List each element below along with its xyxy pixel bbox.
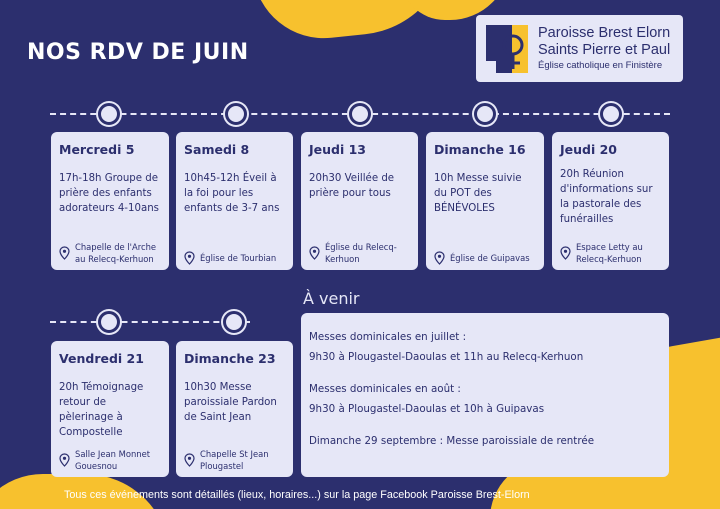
event-card	[176, 132, 293, 270]
timeline-dot	[98, 311, 120, 333]
event-card	[51, 341, 169, 477]
location-pin-icon	[560, 246, 571, 260]
parish-logo-icon	[482, 21, 532, 77]
event-location-text: Espace Letty au Relecq-Kerhuon	[576, 242, 643, 264]
location-pin-icon	[184, 453, 195, 467]
timeline-dot	[600, 103, 622, 125]
event-day: Dimanche 23	[184, 351, 276, 366]
event-card	[51, 132, 169, 270]
event-location	[184, 251, 287, 265]
event-day: Mercredi 5	[59, 142, 135, 157]
event-description: 10h Messe suivie du POT des BÉNÉVOLES	[434, 173, 522, 214]
august-detail: 9h30 à Plougastel-Daoulas et 10h à Guipavas	[309, 403, 545, 415]
upcoming-title: À venir	[303, 289, 360, 308]
event-location	[309, 241, 412, 265]
event-location	[59, 241, 163, 265]
event-description: 10h30 Messe paroissiale Pardon de Saint Jean	[184, 382, 277, 423]
event-location	[184, 448, 287, 472]
event-location-text: Chapelle St Jean Plougastel	[200, 449, 269, 471]
event-card	[176, 341, 293, 477]
event-description: 17h-18h Groupe de prière des enfants adorateurs 4-10ans	[59, 173, 159, 214]
timeline-dot	[225, 103, 247, 125]
event-description: 20h30 Veillée de prière pour tous	[309, 173, 395, 199]
location-pin-icon	[184, 251, 195, 265]
location-pin-icon	[59, 246, 70, 260]
timeline-dot	[474, 103, 496, 125]
event-day: Vendredi 21	[59, 351, 144, 366]
event-location-text: Église de Guipavas	[450, 253, 530, 263]
event-card	[552, 132, 669, 270]
footer-text: Tous ces événements sont détaillés (lieux, horaires...) sur la page Facebook Paroisse Brest-Elorn	[64, 489, 530, 501]
event-location	[59, 448, 163, 472]
event-card	[426, 132, 544, 270]
event-location	[434, 251, 538, 265]
logo-line-2: Saints Pierre et Paul	[538, 42, 671, 59]
upcoming-box	[301, 313, 669, 477]
event-location-text: Salle Jean Monnet Gouesnou	[75, 449, 151, 471]
parish-logo	[476, 15, 683, 82]
logo-line-1: Paroisse Brest Elorn	[538, 25, 671, 42]
event-card	[301, 132, 418, 270]
event-location	[560, 241, 663, 265]
timeline-dot	[223, 311, 245, 333]
event-description: 20h Réunion d'informations sur la pastorale des funérailles	[560, 169, 653, 225]
timeline-row-2	[50, 321, 250, 323]
timeline-dot	[98, 103, 120, 125]
page-title: NOS RDV DE JUIN	[27, 40, 249, 65]
location-pin-icon	[434, 251, 445, 265]
event-day: Samedi 8	[184, 142, 250, 157]
timeline-dot	[349, 103, 371, 125]
july-detail: 9h30 à Plougastel-Daoulas et 11h au Relecq-Kerhuon	[309, 351, 584, 363]
event-description: 10h45-12h Éveil à la foi pour les enfants de 3-7 ans	[184, 173, 280, 214]
july-label: Messes dominicales en juillet :	[309, 331, 467, 343]
september-note: Dimanche 29 septembre : Messe paroissiale de rentrée	[309, 435, 595, 447]
august-label: Messes dominicales en août :	[309, 383, 461, 395]
event-day: Jeudi 13	[309, 142, 367, 157]
event-location-text: Église de Tourbian	[200, 253, 277, 263]
event-location-text: Chapelle de l'Arche au Relecq-Kerhuon	[75, 242, 157, 264]
event-description: 20h Témoignage retour de pèlerinage à Compostelle	[59, 382, 144, 438]
event-day: Jeudi 20	[560, 142, 618, 157]
location-pin-icon	[309, 246, 320, 260]
logo-line-3: Église catholique en Finistère	[538, 59, 663, 71]
event-location-text: Église du Relecq-Kerhuon	[325, 242, 397, 264]
location-pin-icon	[59, 453, 70, 467]
event-day: Dimanche 16	[434, 142, 526, 157]
